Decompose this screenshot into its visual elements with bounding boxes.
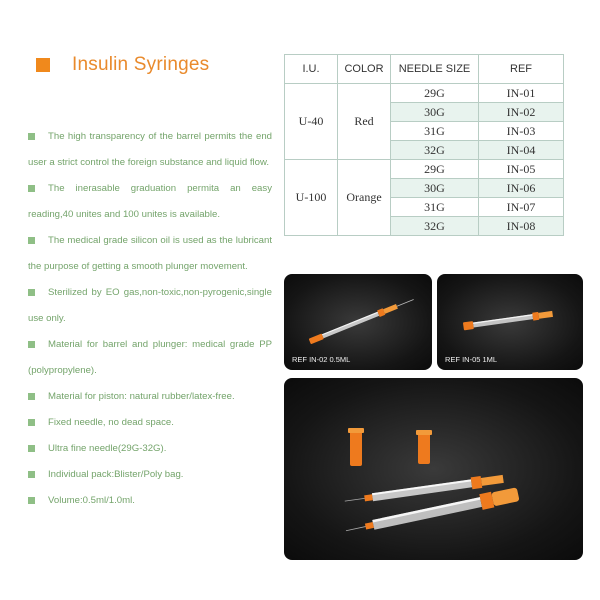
syringe-pair-illustration (284, 378, 583, 560)
iu-cell: U-100 (285, 160, 338, 236)
ref-cell: IN-05 (479, 160, 564, 179)
square-bullet-icon (28, 185, 35, 192)
needle-size-cell: 30G (391, 179, 479, 198)
photo-caption: REF IN-05 1ML (445, 355, 498, 364)
needle-size-cell: 32G (391, 217, 479, 236)
title-square-icon (36, 58, 50, 72)
needle-size-cell: 30G (391, 103, 479, 122)
title-block (36, 54, 209, 76)
ref-cell: IN-02 (479, 103, 564, 122)
square-bullet-icon (28, 471, 35, 478)
header-ref: REF (479, 55, 564, 84)
table-row (285, 160, 564, 179)
needle-size-cell: 32G (391, 141, 479, 160)
product-photo-large (284, 378, 583, 560)
ref-cell: IN-03 (479, 122, 564, 141)
needle-size-cell: 29G (391, 84, 479, 103)
square-bullet-icon (28, 497, 35, 504)
needle-size-cell: 31G (391, 122, 479, 141)
feature-item: The inerasable graduation permita an easy reading,40 unites and 100 unites is available. (28, 183, 272, 220)
needle-size-cell: 31G (391, 198, 479, 217)
ref-cell: IN-08 (479, 217, 564, 236)
product-photo-small-2 (437, 274, 583, 370)
ref-cell: IN-06 (479, 179, 564, 198)
square-bullet-icon (28, 419, 35, 426)
square-bullet-icon (28, 393, 35, 400)
square-bullet-icon (28, 133, 35, 140)
needle-size-cell: 29G (391, 160, 479, 179)
spec-table (284, 54, 564, 236)
color-cell: Red (338, 84, 391, 160)
header-iu: I.U. (285, 55, 338, 84)
feature-item: Sterilized by EO gas,non-toxic,non-pyrogenic,single use only. (28, 287, 272, 324)
iu-cell: U-40 (285, 84, 338, 160)
ref-cell: IN-07 (479, 198, 564, 217)
header-color: COLOR (338, 55, 391, 84)
square-bullet-icon (28, 289, 35, 296)
ref-cell: IN-01 (479, 84, 564, 103)
square-bullet-icon (28, 341, 35, 348)
table-row (285, 84, 564, 103)
product-photo-small-1 (284, 274, 432, 370)
feature-item: Ultra fine needle(29G-32G). (28, 436, 272, 462)
ref-cell: IN-04 (479, 141, 564, 160)
photo-caption: REF IN-02 0.5ML (292, 355, 351, 364)
square-bullet-icon (28, 445, 35, 452)
feature-item: Volume:0.5ml/1.0ml. (28, 488, 272, 514)
feature-item: Individual pack:Blister/Poly bag. (28, 462, 272, 488)
feature-item: Fixed needle, no dead space. (28, 410, 272, 436)
table-header-row (285, 55, 564, 84)
feature-item: Material for barrel and plunger: medical grade PP (polypropylene). (28, 339, 272, 376)
page-title: Insulin Syringes (72, 54, 210, 75)
color-cell: Orange (338, 160, 391, 236)
feature-item: Material for piston: natural rubber/latex-free. (28, 384, 272, 410)
square-bullet-icon (28, 237, 35, 244)
header-needle-size: NEEDLE SIZE (391, 55, 479, 84)
feature-list (28, 124, 272, 514)
feature-item: The high transparency of the barrel permits the end user a strict control the foreign substance and liquid flow. (28, 131, 272, 168)
feature-item: The medical grade silicon oil is used as the lubricant the purpose of getting a smooth plunger movement. (28, 235, 272, 272)
